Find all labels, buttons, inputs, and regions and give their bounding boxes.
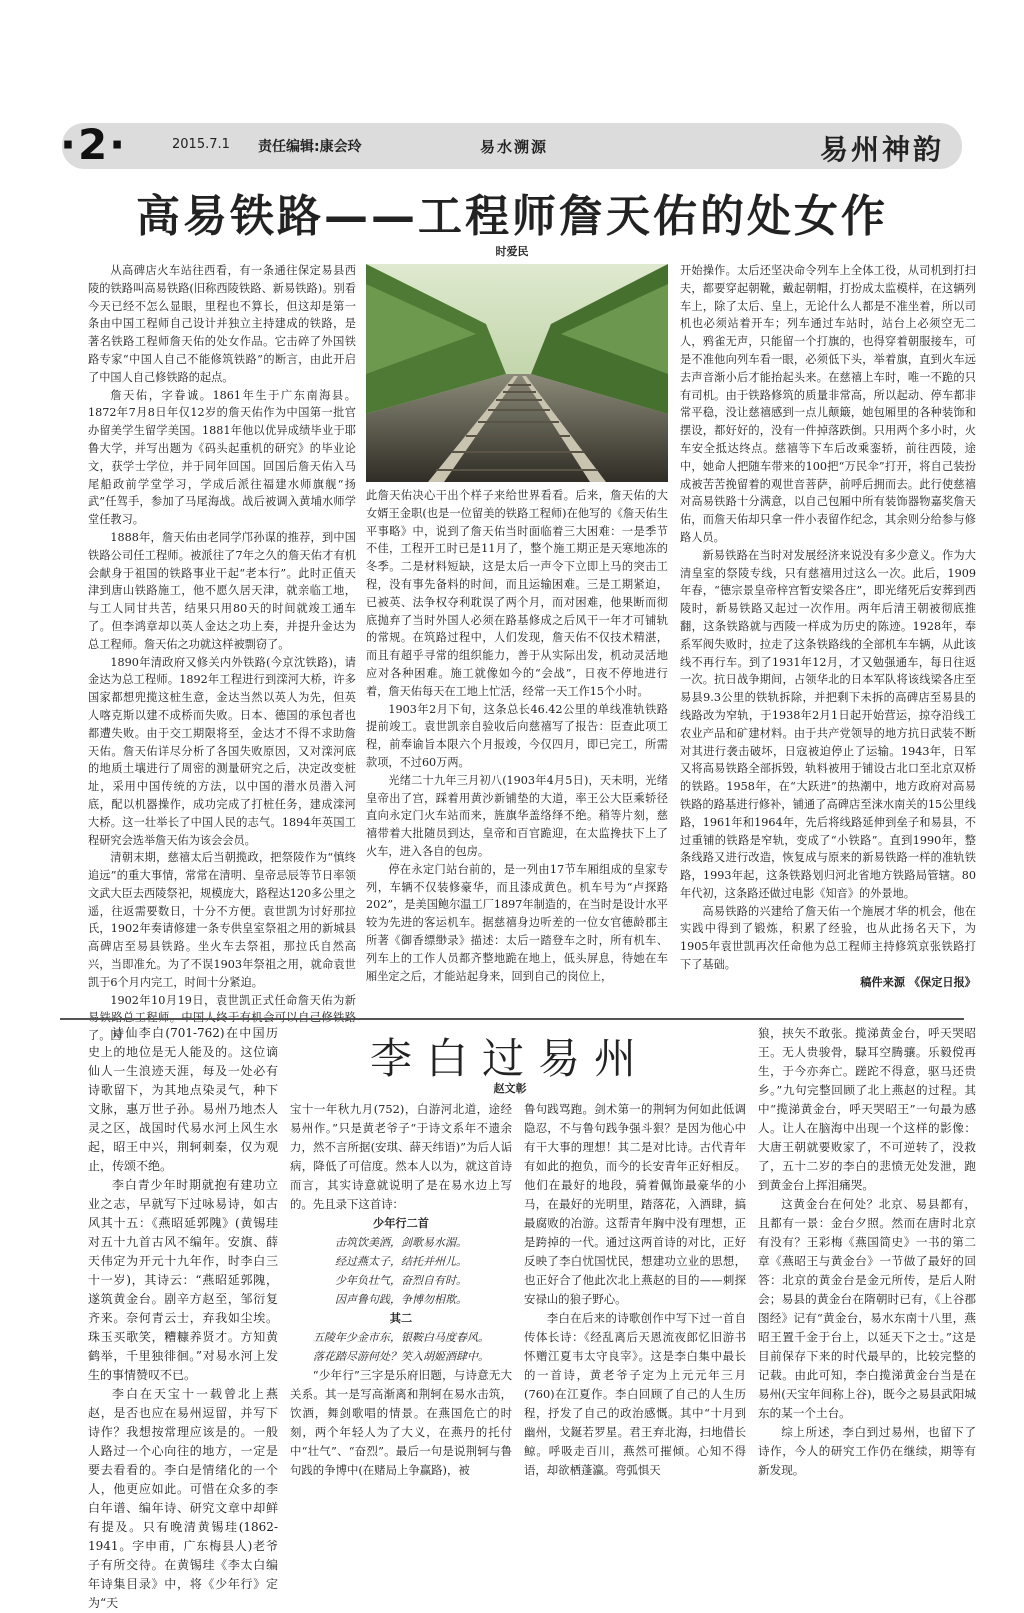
article2-author: 赵文彰: [493, 1082, 527, 1095]
poem-line: 五陵年少金市东，银鞍白马度春风。: [313, 1331, 489, 1344]
article1-source: 稿件来源 《保定日报》: [860, 974, 976, 989]
article1-column-1: [88, 262, 356, 1045]
paragraph: 1890年清政府又修关内外铁路(今京沈铁路)，请金达为总工程师。1892年工程进行到滦河大桥，许多国家都想兜揽这桩生意，金达当然以英人为先，但英人喀克斯以建不成桥而失败。日本、德国的承包者也都遭失败。由于交工期限将至，金达才不得不求助詹天佑。詹天佑详尽分析了各国失败原因，又对滦河底的地质土壤进行了周密的测量研究之后，决定改变桩址，采用中国传统的方法，以中国的潜水员潜入河底，配以机器操作，成功完成了打桩任务，建成滦河大桥。这一壮举长了中国人民的志气。1894年英国工程研究会选举詹天佑为该会会员。: [88, 655, 356, 847]
article1-column-3: [680, 262, 976, 992]
article2-column-2: [290, 1100, 512, 1480]
paragraph: 狼，挟矢不敢张。揽涕黄金台，呼天哭昭王。无人贵骏骨，騄耳空腾骧。乐毅傥再生，于今亦奔亡。蹉跎不得意，驱马还贵乡。”九句完整回顾了北上燕赵的过程。其中“揽涕黄金台，呼天哭昭王”一句最为感人。让人在脑海中出现一个这样的影像：大唐王朝就要败家了，不可逆转了，没救了，五十二岁的李白的悲愤无处发泄，跑到黄金台上挥泪痛哭。: [758, 1026, 976, 1192]
article-divider: [60, 1018, 964, 1020]
paragraph: 李白青少年时期就抱有建功立业之志，早就写下过咏易诗，如古风其十五：《燕昭延郭隗》(黄锡珪对五十九首古风不编年。安旗、薛天伟定为开元十九年作，时李白三十一岁)，其诗云：“燕昭延郭隗，遂筑黄金台。剧辛方赵至，邹衍复齐来。奈何青云士，弃我如尘埃。珠玉买歌笑，糟糠养贤才。方知黄鹤举，千里独徘徊。”对易水河上发生的事情赞叹不已。: [88, 1178, 278, 1382]
paragraph: 此詹天佑决心干出个样子来给世界看看。后来，詹天佑的大女婿王金职(也是一位留美的铁路工程师)在他写的《詹天佑生平事略》中，说到了詹天佑当时面临着三大困难：一是季节不佳，工程开工时已是11月了，整个施工期正是天寒地冻的冬季。二是材料短缺，这是太后一声令下立即上马的突击工程，没有事先备料的时间，而且运输困难。三是工期紧迫，已被英、法争权夺利耽误了两个月，而对困难，他果断而彻底抛弃了当时外国人必须在路基修成之后风干一年才可铺轨的常规。在筑路过程中，人们发现，詹天佑不仅技术精湛，而且有超乎寻常的组织能力，善于从实际出发，机动灵活地应对各种困难。施工就像如今的“会战”，日夜不停地进行着，詹天佑每天在工地上忙活，经常一天工作15个小时。: [366, 489, 668, 698]
paragraph: 综上所述，李白到过易州，也留下了诗作，今人的研究工作仍在继续，期等有新发现。: [758, 1425, 976, 1477]
poem-line: 经过燕太子，结托并州儿。: [335, 1255, 467, 1268]
railway-track-illustration: [366, 264, 668, 482]
poem-subtitle: 其二: [389, 1311, 413, 1325]
article2-title: 李白过易州: [369, 1034, 650, 1083]
paragraph: 清朝末期，慈禧太后当朝揽政，把祭陵作为“慎终追远”的重大事情，常常在清明、皇帝忌辰等节日率领文武大臣去西陵祭祀，规模庞大，路程达120多公里之遥，往返需要数日，十分不方便。袁世凯为讨好那拉氏，1902年奏请修建一条专供皇室祭祖之用的新城县高碑店至易县铁路。坐火车去祭祖，那拉氏自然高兴，当即准允。为了不误1903年祭祖之用，就命袁世凯于6个月内完工，时间十分紧迫。: [88, 851, 356, 989]
paragraph: 1903年2月下旬，这条总长46.42公里的单线准轨铁路提前竣工。袁世凯亲自验收后向慈禧写了报告：臣查此项工程，前奉谕旨本限六个月报竣，今仅四月，即已完工，所需款项，不过60万两。: [366, 702, 668, 769]
paragraph: 从高碑店火车站往西看，有一条通往保定易县西陵的铁路叫高易铁路(旧称西陵铁路、新易铁路)。别看今天已经不怎么显眼，里程也不算长，但这却是第一条由中国工程师自己设计并独立主持建成的铁路，是著名铁路工程师詹天佑的处女作品。它击碎了外国铁路专家“中国人自己不能修筑铁路”的断言，由此开启了中国人自己修铁路的起点。: [88, 264, 356, 384]
section-name: 易水溯源: [480, 138, 549, 156]
poem-line: 少年负壮气，奋烈自有时。: [335, 1274, 467, 1287]
paragraph: 1902年10月19日，袁世凯正式任命詹天佑为新易铁路总工程师。中国人终于有机会可以自己修铁路了。因: [88, 993, 356, 1043]
article1-author: 时爱民: [495, 245, 529, 258]
paragraph: 宝十一年秋九月(752)，白游河北道，途经易州作。”只是黄老爷子“于诗文系年不遗余力，然不言所据(安琪、薛天纬语)”为后人诟病，降低了可信度。然本人以为，就这首诗而言，其实诗意就说明了是在易水边上写的。先且录下这首诗：: [290, 1102, 512, 1211]
paragraph: 开始操作。太后还坚决命令列车上全体工役，从司机到打扫夫，都要穿起朝靴，戴起朝帽，打扮成太监模样，在这辆列车上，除了太后、皇上，无论什么人都是不准坐着，所以司机也必须站着开车；列车通过车站时，站台上必须空无二人，鸦雀无声，只能留一个打旗的，也得穿着朝服接车，可是不准他向列车看一眼，必须低下头，举着旗，直到火车远去声音渐小后才能抬起头来。在慈禧上车时，唯一不跪的只有司机。由于铁路修筑的质量非常高，所以起动、停车都非常平稳，没让慈禧感到一点儿颠簸，她包厢里的各种装饰和摆设，都好好的，没有一件掉落跌倒。只用两个多小时，火车安全抵达终点。慈禧等下车后改乘銮轿，前往西陵，途中，她命人把随车带来的100把“万民伞”打开，将自己装扮成被苦苦挽留着的观世音菩萨，前呼后拥而去。此行使慈禧对高易铁路十分满意，以自己包厢中所有装饰器物嘉奖詹天佑，而詹天佑却只拿一件小表留作纪念，其余则分给参与修路人员。: [680, 264, 976, 544]
poem-line: 落花踏尽游何处？笑入胡姬酒肆中。: [313, 1350, 489, 1363]
paragraph: 李白在天宝十一载曾北上燕赵，是否也应在易州逗留，并写下诗作？我想按常理应该是的。一般人路过一个心向往的地方，一定是要去看看的。李白是情绪化的一个人，他更应如此。可惜在众多的李白年谱、编年诗、研究文章中却鲜有提及。只有晚清黄锡珪(1862-1941。字申甫，广东梅县人)老爷子有所交待。在黄锡珪《李太白编年诗集目录》中，将《少年行》定为“天: [88, 1387, 278, 1610]
railway-track-photo: [366, 264, 668, 482]
paragraph: 高易铁路的兴建给了詹天佑一个施展才华的机会，他在实践中得到了锻炼，积累了经验，也从此扬名天下，为1905年袁世凯再次任命他为总工程师主持修筑京张铁路打下了基础。: [680, 904, 976, 972]
poem-title: 少年行二首: [373, 1216, 429, 1230]
paragraph: 詹天佑，字眷诚。1861年生于广东南海县。1872年7月8日年仅12岁的詹天佑作为中国第一批官办留美学生留学美国。1881年他以优异成绩毕业于耶鲁大学，并写出题为《码头起重机的研究》的毕业论文，获学士学位，并于同年回国。回国后詹天佑入马尾船政前学堂学习，学成后派往福建水师旗舰“扬武”任驾手，参加了马尾海战。战后被调入黄埔水师学堂任教习。: [88, 388, 356, 527]
paragraph: 诗仙李白(701-762)在中国历史上的地位是无人能及的。这位谪仙人一生浪迹天涯，每及一处必有诗歌留下，为其地点染灵气，种下文脉，惠万世子孙。易州乃地杰人灵之区，战国时代易水河上风生水起，昭王中兴，荆轲刺秦，仅为观止，传颂不绝。: [88, 1026, 278, 1173]
article1-column-2: [366, 487, 668, 985]
editor-credit: 责任编辑:康会玲: [258, 139, 362, 155]
paragraph: 1888年，詹天佑由老同学邝孙谋的推荐，到中国铁路公司任工程师。被派往了7年之久的詹天佑才有机会献身于祖国的铁路事业干起“老本行”。此时正值天津到唐山铁路施工，他不愿久居天津，就亲临工地，与工人同甘共苦，结果只用80天的时间就竣工通车了。但李鸿章却以英人金达之功上奏，并提升金达为总工程师。詹天佑之功就这样被剽窃了。: [88, 530, 356, 651]
paragraph: 这黄金台在何处？北京、易县都有，且都有一景：金台夕照。然而在唐时北京有没有？王彩梅《燕国简史》一书的第二章《燕昭王与黄金台》一节做了最好的回答：北京的黄金台是金元所传，是后人附会；易县的黄金台在隋朝时已有，《上谷郡图经》记有“黄金台，易水东南十八里，燕昭王置千金于台上，以延天下之士。”这是目前保存下来的时代最早的，比较完整的记载。由此可知，李白揽涕黄金台当是在易州(天宝年间称上谷)，既今之易县武阳城东的某一个土台。: [758, 1197, 976, 1420]
article2-column-1: [88, 1024, 278, 1613]
paragraph: 停在永定门站台前的，是一列由17节车厢组成的皇家专列，车辆不仅装修豪华，而且漆成黄色。机车号为“卢探路202”，是美国鲍尔温工厂1897年制造的，在当时是设计水平较为先进的客运机车。据慈禧身边听差的一位女官德龄郡主所著《御香缥缈录》描述：太后一踏登车之时，所有机车、列车上的工作人员都齐整地跪在地上，低头屏息，待她在车厢坐定之后，才能站起身来，回到自己的岗位上，: [366, 862, 668, 983]
article2-column-4: [758, 1024, 976, 1480]
paragraph: 光绪二十九年三月初八(1903年4月5日)，天未明，光绪皇帝出了宫，踩着用黄沙新铺垫的大道，率王公大臣乘轿径直向永定门火车站而来，旌旗华盖络绎不绝。稍等片刻，慈禧带着大批随员到达，皇帝和百官跪迎，在太监搀扶下上了火车，进入各自的包房。: [366, 773, 668, 858]
paragraph: “少年行”三字是乐府旧题，与诗意无大关系。其一是写高渐离和荆轲在易水击筑，饮酒，舞剑歌唱的情景。在燕国危亡的时刻，两个年轻人为了大义，在燕丹的托付中“壮气”、“奋烈”。最后一句是说荆轲与鲁句践的争博中(在赌局上争赢路)，被: [290, 1368, 512, 1477]
poem-line: 击筑饮美酒，剑歌易水湄。: [335, 1236, 467, 1249]
paragraph: 鲁句践骂跑。剑术第一的荆轲为何如此低调隐忍，不与鲁句践争强斗狠？是因为他心中有干大事的理想！其二是对比诗。古代青年有如此的抱负，而今的长安青年正好相反。他们在最好的地段，骑着佩饰最豪华的小马，在最好的光明里，踏落花，入酒肆，搞最腐败的冶游。这帮青年胸中没有理想，正是跨掉的一代。通过这两首诗的对比，正好反映了李白忧国忧民，想建功立业的思想，也正好合了他此次北上燕赵的目的——刺探安禄山的狼子野心。: [524, 1102, 746, 1306]
page-number: ·2·: [60, 120, 128, 169]
article1-title: 高易铁路——工程师詹天佑的处女作: [136, 191, 888, 242]
issue-date: 2015.7.1: [172, 137, 230, 152]
poem-line: 因声鲁句践，争博勿相欺。: [335, 1293, 467, 1306]
paragraph: 李白在后来的诗歌创作中写下过一首自传体长诗：《经乱离后天恩流夜郎忆旧游书怀赠江夏韦太守良宰》。这是李白集中最长的一首诗，黄老爷子定为上元元年三月(760)在江夏作。李白回顾了自己的人生历程，抒发了自己的政治感慨。其中“十月到幽州，戈鋋若罗星。君王弃北海，扫地借长鲸。呼吸走百川，燕然可摧倾。心知不得语，却欲栖蓬瀛。弯弧惧天: [524, 1311, 746, 1477]
masthead-brand: 易州神韵: [820, 133, 945, 166]
article2-column-3: [524, 1100, 746, 1480]
paragraph: 新易铁路在当时对发展经济来说没有多少意义。作为大清皇室的祭陵专线，只有慈禧用过这么一次。此后，1909年春，“德宗景皇帝梓宫暂安梁各庄”，即光绪死后安葬到西陵时，新易铁路又起过一次作用。两年后清王朝被彻底推翻，这条铁路就与西陵一样成为历史的陈迹。1928年，奉系军阀失败时，拉走了这条铁路线的全部机车车辆，从此该线不再行车。到了1931年12月，才又勉强通车，每日往返一次。抗日战争期间，占领华北的日本军队将该线梁各庄至易县9.3公里的铁轨拆除，并把剩下未拆的高碑店至易县的线路改为窄轨，于1938年2月1日起开始营运，掠夺沿线工农业产品和矿建材料。由于共产党领导的地方抗日武装不断对其进行袭击破坏，日寇被迫停止了运输。1943年，日军又将高易铁路全部拆毁，轨料被用于铺设古北口至北京双桥的铁路。1958年，在“大跃进”的热潮中，地方政府对高易铁路的路基进行修补，铺通了高碑店至涞水南关的15公里线路，1961年和1964年，先后将线路延伸到垒子和易县，不过重铺的铁路是窄轨，变成了“小铁路”。直到1990年，整条线路又进行改造，恢复成与原来的新易铁路一样的准轨铁路，1993年起，这条铁路划归河北省地方铁路局管辖。80年代初，这条路还做过电影《知音》的外景地。: [680, 548, 976, 900]
